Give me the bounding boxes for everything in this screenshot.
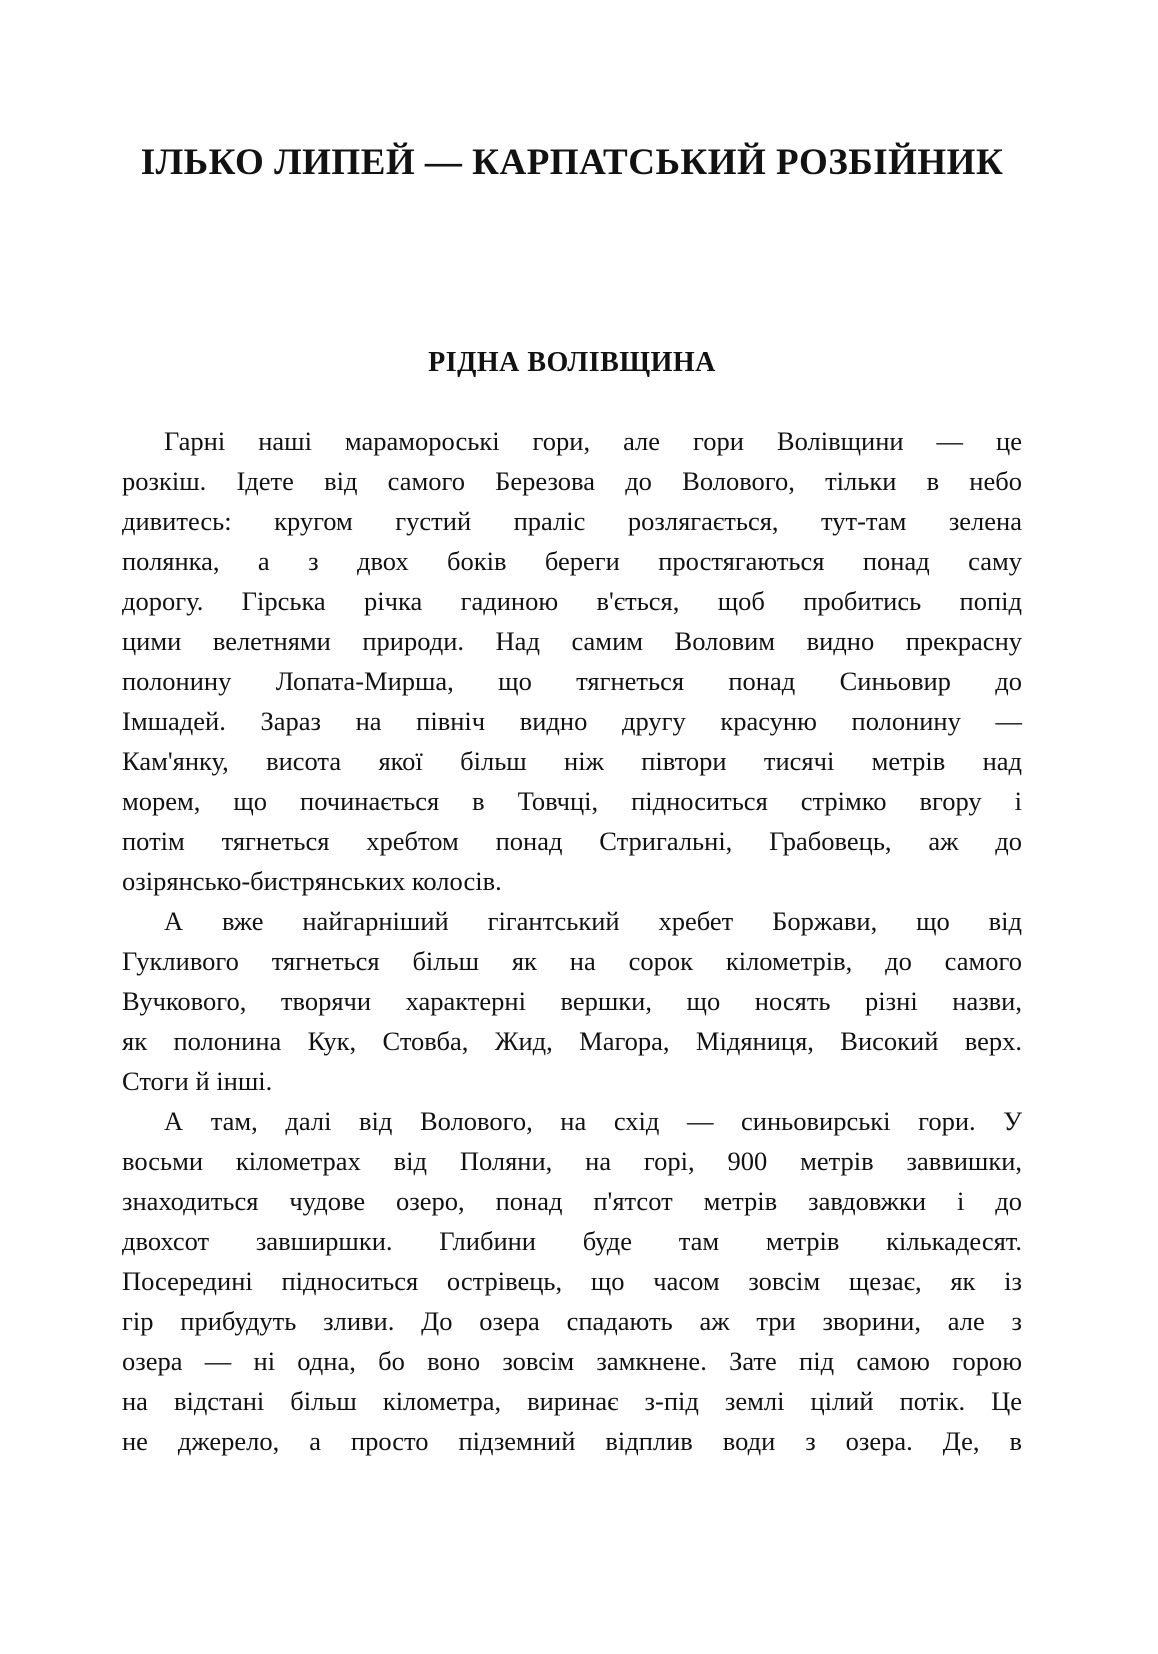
text-line: як полонина Кук, Стовба, Жид, Магора, Мідяниця, Високий верх. [122, 1026, 1022, 1056]
text-line: двохсот завширшки. Глибини буде там метрів кількадесят. [122, 1226, 1022, 1256]
text-line: Стоги й інші. [122, 1066, 273, 1096]
text-line: дивитесь: кругом густий праліс розлягається, тут-там зелена [122, 506, 1022, 536]
text-line: Кам'янку, висота якої більш ніж півтори тисячі метрів над [122, 746, 1022, 776]
text-line: А там, далі від Волового, на схід — синьовирські гори. У [164, 1106, 1022, 1136]
book-title: ІЛЬКО ЛИПЕЙ — КАРПАТСЬКИЙ РОЗБІЙНИК [140, 142, 1004, 183]
text-line: Гарні наші марамороські гори, але гори Волівщини — це [164, 426, 1022, 456]
text-line: розкіш. Ідете від самого Березова до Волового, тільки в небо [122, 466, 1022, 496]
text-line: полянка, а з двох боків береги простягаються понад саму [122, 546, 1022, 576]
text-line: цими велетнями природи. Над самим Воловим видно прекрасну [122, 626, 1022, 656]
text-line: морем, що починається в Товчці, підноситься стрімко вгору і [122, 786, 1022, 816]
text-line: А вже найгарніший гігантський хребет Боржави, що від [164, 906, 1022, 936]
text-line: гір прибудуть зливи. До озера спадають аж три зворини, але з [122, 1306, 1022, 1336]
text-line: полонину Лопата-Мирша, що тягнеться понад Синьовир до [122, 666, 1022, 696]
text-line: Посередині підноситься острівець, що часом зовсім щезає, як із [122, 1266, 1022, 1296]
text-line: Гукливого тягнеться більш як на сорок кілометрів, до самого [122, 946, 1022, 976]
text-line: потім тягнеться хребтом понад Стригальні, Грабовець, аж до [122, 826, 1022, 856]
text-line: озірянсько-бистрянських колосів. [122, 866, 502, 896]
text-line: дорогу. Гірська річка гадиною в'ється, щоб пробитись попід [122, 586, 1022, 616]
text-line: Вучкового, творячи характерні вершки, що носять різні назви, [122, 986, 1022, 1016]
text-line: Імшадей. Зараз на північ видно другу красуню полонину — [122, 706, 1022, 736]
text-line: знаходиться чудове озеро, понад п'ятсот метрів завдовжки і до [122, 1186, 1022, 1216]
section-heading: РІДНА ВОЛІВЩИНА [428, 347, 716, 378]
text-line: восьми кілометрах від Поляни, на горі, 900 метрів заввишки, [122, 1146, 1022, 1176]
body-text [122, 421, 1022, 1461]
text-line: озера — ні одна, бо воно зовсім замкнене. Зате під самою горою [122, 1346, 1022, 1376]
text-line: на відстані більш кілометра, виринає з-під землі цілий потік. Це [122, 1386, 1022, 1416]
text-line: не джерело, а просто підземний відплив води з озера. Де, в [122, 1426, 1022, 1456]
